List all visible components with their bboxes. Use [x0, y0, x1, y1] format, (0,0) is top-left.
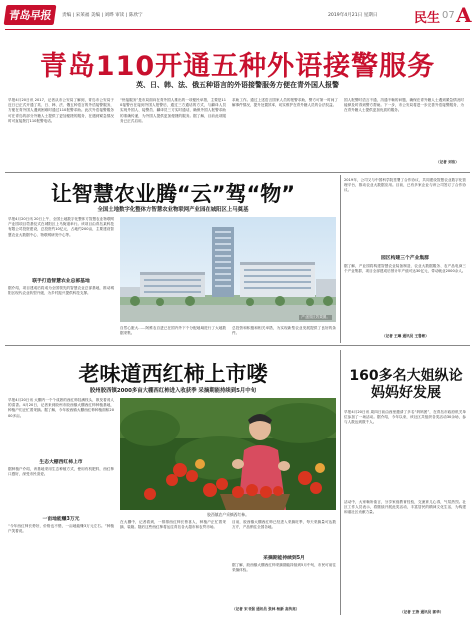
industrial-park-rendering-image [120, 217, 336, 322]
article4-headline: 160多名大姐纵论妈妈好发展 [349, 368, 463, 401]
article1-column-4: 国人报警时语言不通，沟通不畅的问题，确保在青外籍人士遇到紧急情况时能够及时得到警方帮助。下一步，市公安局将进一步完善外语接警服务，为在青外籍人士提供更加优质的服务。 [344, 98, 464, 113]
section-name: 民生 [414, 11, 441, 26]
article3-column-3: 目前，胶西镇大棚西红柿已经进入采摘旺季，每天采摘量可达数万斤，产品销往全国各地。 [232, 520, 336, 530]
article3-subtitle-1: 生态大棚西红柿上市 [39, 460, 83, 465]
article2-column-3: 总投资和积极和相关举措，为实现新型农业发展提供了良好的条件。 [232, 326, 336, 336]
article2-headline: 让智慧农业腾“云”驾“物” [50, 182, 296, 206]
article2-subhead: 全国土地数字化整体方智慧农业物联网产业园在城阳区上马奠基 [97, 207, 249, 213]
article2-credit: （记者 王琳 通讯员 王鲁彬） [382, 334, 429, 338]
article2-column-1: 早报4月20日讯 20日上午，全国土地数字化整体方智慧农业物联网产业园项目奠基仪式在城阳区上马街道举行。该项目由青岛某科技有限公司投资建设，总投资约10亿元，占地约200亩，主要建设智慧农业大数据中心、物联网研发中心等。 [8, 217, 114, 237]
article3-headline: 老味道西红柿上市喽 [78, 362, 268, 386]
article3-column-1b: 据种植户介绍，该基地采用生态种植方式，使用有机肥料，西红柿口感好，深受市民喜爱。 [8, 467, 114, 477]
article4-credit: （记者 王涛 通讯员 郭华） [400, 610, 444, 614]
divider-2 [5, 345, 470, 346]
page-number: 07 [442, 10, 455, 21]
newspaper-logo [4, 5, 57, 25]
article4-column-1: 早报4月20日讯 周四日前由西里邀请了多名“妈妈团”，在青岛市政府机关单位参加了一场活动。据介绍，今年以来，该社区共组织各类活动30余场，参与人数达到数千人。 [344, 410, 466, 425]
page-letter-icon: A [456, 3, 472, 27]
tomato-photo-svg [120, 398, 336, 510]
article1-column-1: 早报4月20日讯 2017，记者从市公安局了解到，青岛市公安局于近日已正式开通了英、日、韩、法、俄五种语言的外语接警服务，方便在青外国人遇到困难时通过110报警求助。此次外语接警服务可在青岛的部分外籍人士提供了更加便捷的服务，在遇到紧急情况时可直接拨打110报警电话。 [8, 98, 114, 123]
tomato-harvest-photo [120, 398, 336, 510]
article3-column-3b: 据了解，胶西镇大棚西红柿采摘期能持续到5月中旬，市民可前往采摘体验。 [232, 563, 336, 573]
article1-headline: 青岛110开通五种外语接警服务 [39, 51, 436, 82]
vertical-divider-2 [340, 350, 341, 615]
divider-1 [5, 172, 470, 173]
article4-column-2: 活动中，大家畅所欲言，分享家庭教育经验，交流育儿心得，气氛热烈。社区工作人员表示，将继续开展此类活动，丰富居民的精神文化生活，为构建和谐社区贡献力量。 [344, 500, 466, 515]
article3-column-1: 早报4月20日讯 大棚内一个个成熟的西红柿挂满枝头，散发着诱人的清香。4月20日，记者来到胶州市胶西镇大棚西红柿种植基地，种植户们正忙着采摘。据了解，今年胶西镇大棚西红柿种植面积2000多亩。 [8, 398, 114, 418]
masthead [0, 0, 475, 30]
rendering-svg [120, 217, 336, 322]
tomato-photo-caption: 胶西镇农户采摘西红柿。 [207, 512, 249, 517]
rendering-caption: 产业园区效果图。 [301, 315, 330, 319]
editor-info: 责编 | 宋莱福 美编 | 刘晔 审读 | 陈欣宁 [62, 13, 143, 18]
article3-subhead: 胶州胶西镇2000多亩大棚西红柿进入收获季 采摘期能持续到5月中旬 [89, 388, 257, 394]
vertical-divider-1 [340, 175, 341, 343]
article2-subtitle-2: 园区构建三个产业集群 [381, 256, 429, 261]
article1-credit: （记者 刘洁） [436, 160, 459, 164]
issue-date: 2019年4月21日 星期日 [328, 13, 378, 18]
article3-column-1c: “今年西红柿长势好，价格也不错，一亩地能赚3万元左右。”种植户笑着说。 [8, 524, 114, 534]
article1-subhead: 英、日、韩、法、俄五种语言的外语接警服务方便在青外国人报警 [136, 81, 339, 89]
masthead-rule [5, 29, 470, 30]
article1-column-2: “快接服务”是市局面向在青外国人推出的一项便民举措，主要是110接警台在接到外国人报警后，通过三方通话的方式，与翻译人员实现外国人、接警员、翻译员三方实时通话，确保外国人报警求助的准确传递，为外国人提供更加便捷的服务。据了解，目前此项服务已正式启用。 [120, 98, 226, 123]
article3-credit: （记者 宋书强 通讯员 张林 杨新 高传亮） [232, 607, 300, 611]
article3-column-2: 在大棚中，记者看到，一排排西红柿长势喜人，种植户正忙着采摘、装箱。随后这些西红柿将运往青岛各大超市和农贸市场。 [120, 520, 226, 530]
article2-photo-note: 自然心脏大……阿维农自进已在国内外下个分配地域进行了大地数据采集。 [120, 326, 226, 336]
article3-subtitle-2: 一亩地能赚3万元 [42, 517, 80, 522]
article2-column-1b: 据介绍，项目建成后将成为全国领先的智慧农业总部基地，推动城阳区现代农业转型升级，为乡村振兴提供科技支撑。 [8, 286, 114, 296]
logo-text: 青岛早报 [8, 9, 52, 22]
article3-subtitle-3: 采摘期能持续到5月 [263, 556, 305, 561]
article2-right-column-b: 据了解，产业园将构建智慧农业装备制造、农业大数据服务、农产品电商三个产业集群，项目全部建成后预计年产值可达30亿元，带动就业2000余人。 [344, 264, 466, 274]
article1-column-3: 求助工作。通过上述语言国家人员的报警求助，警方可第一时间了解事件情况，提升处置效率，切实维护在青外籍人员的合法权益。 [232, 98, 338, 108]
article2-right-column: 2019年，公司又与中国科学院签署了合作协议，共同建设智慧农业数字化管理平台，推动农业大数据应用。目前，已有多家企业与该公司签订了合作协议。 [344, 178, 466, 193]
article2-subtitle-1: 联手打造智慧农业总部基地 [32, 279, 90, 284]
